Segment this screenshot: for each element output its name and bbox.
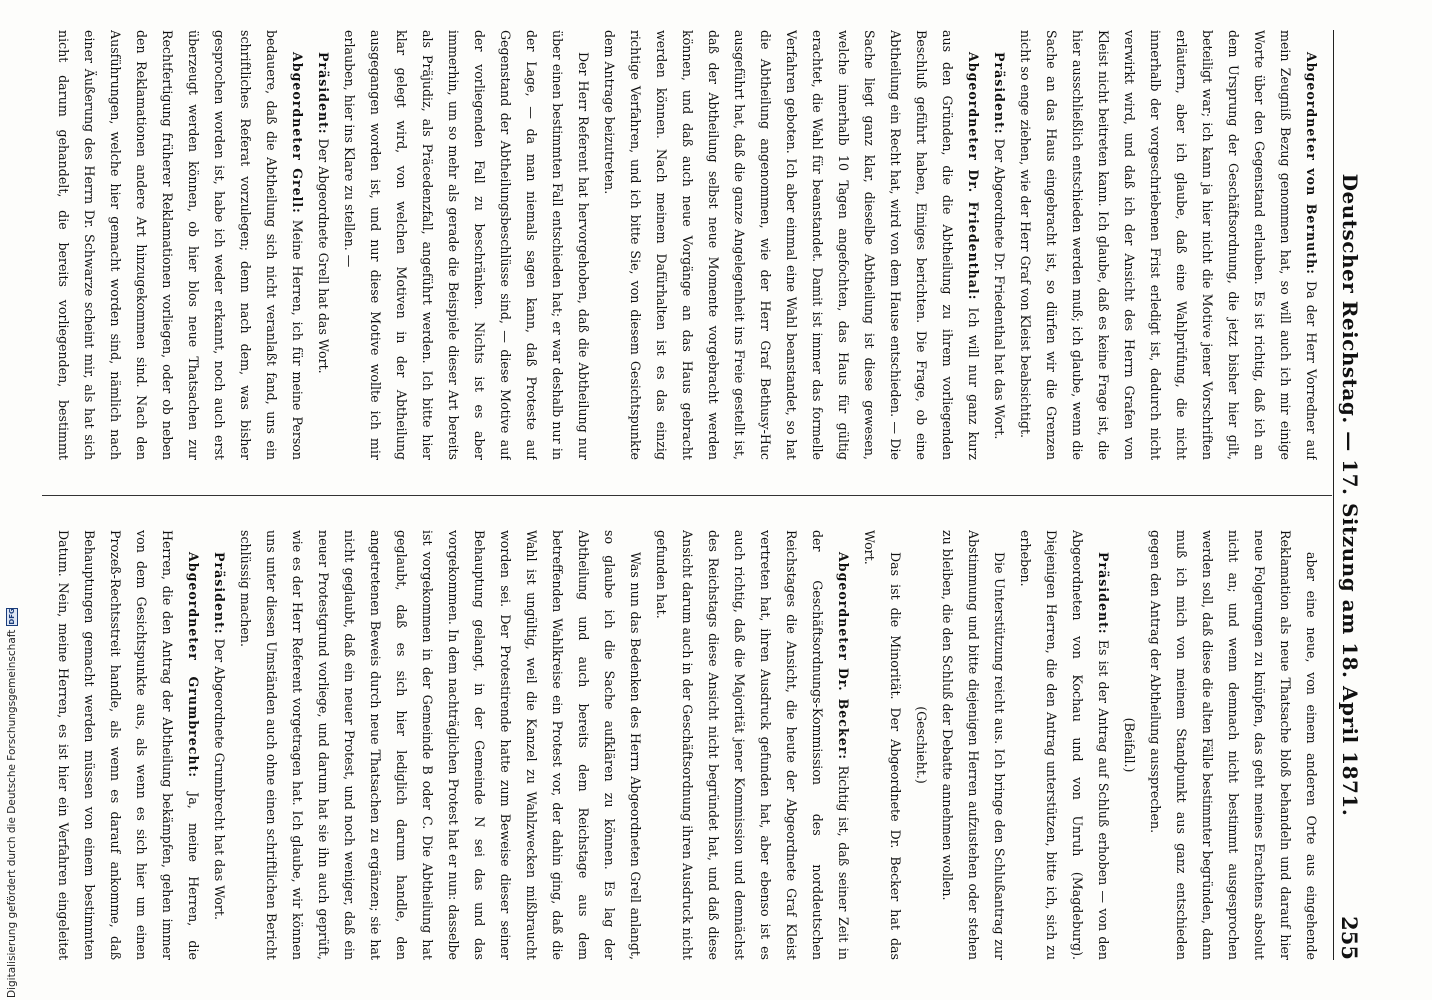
speaker-label: Abgeordneter Dr. Becker: [836, 552, 851, 760]
speaker-label: Präsident: [316, 52, 331, 135]
speech-text: Meine Herren, ich für meine Person bedauere, daß die Abtheilung sich nicht veranlaßt fand, uns ein schriftliches Referat vorzulegen; denn nach dem, was bisher gesprochen worden ist, habe ich weder erkannt, noch auch erst überzeugt werden können, ob hier blos neue Thatsachen zur Rechtfertigung früherer Reklamationen vorliegen, oder ob neben den Reklamationen andere Art hinzugekommen sind. Nach den Ausführungen, welche hier gemacht worden sind, nämlich nach einer Äußerung des Herrn Dr. Schwarze scheint mir, als hat sich nicht darum gehandelt, die bereits vorliegenden, bestimmt [56, 30, 305, 460]
paragraph [934, 530, 1012, 960]
speech-text: Ja, meine Herren, die Herren, die den Antrag der Abtheilung bekämpfen, gehen immer von dem Gesichtspunkte aus, als wenn es sich hier um einen Prozeß-Rechtsstreit handle, als wenn es darauf ankomme, daß Behauptungen gemacht werden müssen von einem bestimmten Datum. Nein, meine Herren, es ist hier ein Verfahren eingeleitet [56, 530, 201, 960]
speaker-label: Abgeordneter Grell: [290, 52, 305, 214]
text-column-right [54, 530, 1324, 960]
speech-text: Ich will nur ganz kurz aus den Gründen, die die Abtheilung zu ihrem vorliegenden Beschluß geführt haben, Einiges berichten. Die Frage, ob eine Abtheilung ein Recht hat, wird von dem Hause entschieden. — Die Sache liegt ganz klar, dieselbe Abtheilung ist diese gewesen, welche innerhalb 10 Tagen angefochten, das Haus für gültig erachtet, die Wahl für beanstandet. Damit ist immer das formelle Verfahren geboten. Ich aber einmal eine Wahl beanstandet, so hat die Abtheilung angenommen, wie der Herr Graf Bethusy-Huc ausgeführt hat, daß die ganze Angelegenheit ins Freie gestellt ist, daß der Abtheilung selbst neue Momente vorgebracht werden können, und daß auch neue Vorgänge an das Haus gebracht werden können. Nach meinem Dafürhalten ist es das einzig richtige Verfahren, und ich bitte Sie, von diesem Gesichtspunkte dem Antrage beizutreten. [602, 30, 981, 460]
digitization-footer [6, 608, 18, 998]
text-column-left [54, 30, 1324, 460]
speaker-label: Abgeordneter Grumbrecht: [186, 552, 201, 779]
dfg-logo: DFG [8, 608, 16, 625]
paragraph [908, 530, 934, 960]
speaker-label: Abgeordneter von Bernuth: [1304, 52, 1319, 275]
speech-text: Der Abgeordnete Dr. Friedenthal hat das Wort. [992, 138, 1007, 440]
page-number: 255 [1337, 916, 1362, 960]
speech-text: aber eine neue, von einem anderen Orte aus eingehende Reklamation als neue Thatsache bloß behandeln und darauf hier neue Folgerungen zu knüpfen, das geht meines Erachtens absolut nicht an; und wenn demnach nicht bestimmt ausgesprochen werden soll, daß diese die alten Fälle bestimmter begründen, dann muß ich mich von meinem Standpunkt aus ganz entschieden gegen den Antrag der Abtheilung aussprechen. [1148, 530, 1319, 960]
column-divider [42, 495, 1332, 496]
paragraph [1142, 530, 1324, 960]
paragraph [648, 530, 856, 960]
paragraph [1116, 530, 1142, 960]
speech-text: Der Abgeordnete Grell hat das Wort. [316, 138, 331, 374]
paragraph [206, 530, 232, 960]
digitization-note: Digitalisierung gefördert durch die Deutsche Forschungsgemeinschaft [6, 629, 18, 998]
speech-text: Da der Herr Vorredner auf mein Zeugniß Bezug genommen hat, so will auch ich mir einige Worte über den Gegenstand erlauben. Es ist richtig, daß ich an dem Ursprung der Geschäftsordnung, die jetzt bisher hier gilt, beteiligt war; ich kann ja hier nicht die Motive jener Vorschriften erläutern, aber ich glaube, daß eine Wahlprüfung, die nicht innerhalb der vorgeschriebenen Frist erledigt ist, dadurch nicht verwirkt wird, und daß ich der Ansicht des Herrn Grafen von Kleist nicht beitreten kann. Ich glaube, daß es keine Frage ist, die hier ausschließlich entschieden werden muß; ich glaube, wenn die Sache an das Haus eingebracht ist, so dürfen wir die Grenzen nicht so enge ziehen, wie der Herr Graf von Kleist beabsichtigt. [1018, 30, 1319, 460]
paragraph [232, 530, 648, 960]
speech-text: Es ist der Antrag auf Schluß erhoben — von den Abgeordneten von Kochau und von Unruh (Magdeburg). Diejenigen Herren, die den Antrag unterstützen, bitte ich, sich zu erheben. [1018, 530, 1111, 960]
speech-text: Richtig ist, daß seiner Zeit in der Geschäftsordnungs-Kommission des norddeutschen Reichstages die Ansicht, die heute der Abgeordnete Graf Kleist vertreten hat, ihren Ausdruck gefunden hat, aber ebenso ist es auch richtig, daß die Majorität jener Kommission und demnächst des Reichstags diese Ansicht nicht begründet hat, und daß diese Ansicht darum auch in der Geschäftsordnung ihren Ausdruck nicht gefunden hat. [654, 530, 851, 960]
paragraph [986, 30, 1012, 460]
stage-direction: (Geschieht.) [914, 706, 929, 784]
paragraph [336, 30, 596, 460]
speaker-label: Präsident: [992, 52, 1007, 135]
speaker-label: Präsident: [212, 552, 227, 635]
page-title: Deutscher Reichstag. — 17. Sitzung am 18. April 1871. [1338, 173, 1362, 817]
page-header [1333, 30, 1364, 960]
paragraph [310, 30, 336, 460]
stage-direction: (Beifall.) [1122, 717, 1137, 773]
speech-text: Der Herr Referent hat hervorgehoben, daß die Abtheilung nur über einen bestimmten Fall entschieden hat; er war deshalb nur in der Lage, — da man niemals sagen kann, daß Proteste auf Gegenstand der Abtheilungsbeschlüsse sind, — diese Motive auf der vorliegenden Fall zu beschränken. Nichts ist es aber immerhin, um so mehr als gerade die Beispiele dieser Art bereits als Präjudiz, als Präcedenzfall, angeführt werden. Ich bitte hier klar gelegt wird, von welchen Motiven in der Abtheilung ausgegangen worden ist, und nur diese Motive wollte ich mir erlauben, hier ins Klare zu stellen. — [342, 30, 591, 460]
paragraph [54, 30, 310, 460]
speech-text: Das ist die Minorität. Der Abgeordnete Dr. Becker hat das Wort. [862, 530, 903, 960]
paragraph [1012, 30, 1324, 460]
speech-text: Die Unterstützung reicht aus. Ich bringe den Schlußantrag zur Abstimmung und bitte diejenigen Herren aufzustehen oder stehen zu bleiben, die den Schluß der Debatte annehmen wollen. [940, 530, 1007, 960]
paragraph [1012, 530, 1116, 960]
paragraph [596, 30, 986, 460]
speaker-label: Abgeordneter Dr. Friedenthal: [966, 52, 981, 301]
speech-text: Was nun das Bedenken des Herrn Abgeordneten Grell anlangt, so glaube ich die Sache aufklären zu können. Es lag der Abtheilung und auch bereits dem Reichstage aus dem betreffenden Wahlkreise ein Protest vor, der dahin ging, daß die Wahl ist ungültig, weil die Kanzel zu Wahlzwecken mißbraucht worden sei. Der Protestirende hatte zum Beweise dieser seiner Behauptung gelangt, in der Gemeinde N sei das und das vorgekommen. In dem nachträglichen Protest hat er nun: dasselbe ist vorgekommen in der Gemeinde B oder C. Die Abtheilung hat geglaubt, daß es sich hier lediglich darum handle, den angetretenen Beweis durch neue Thatsachen zu ergänzen; sie hat nicht geglaubt, daß ein neuer Protest, und noch weniger, daß ein neuer Protestgrund vorliege, und darum hat sie ihn auch geprüft, wie es der Herr Referent vorgetragen hat. Ich glaube, wir können uns unter diesen Umständen auch ohne einen schriftlichen Bericht schlüssig machen. [238, 530, 643, 960]
speaker-label: Präsident: [1096, 552, 1111, 635]
speech-text: Der Abgeordnete Grumbrecht hat das Wort. [212, 638, 227, 920]
paragraph [856, 530, 908, 960]
paragraph [54, 530, 206, 960]
